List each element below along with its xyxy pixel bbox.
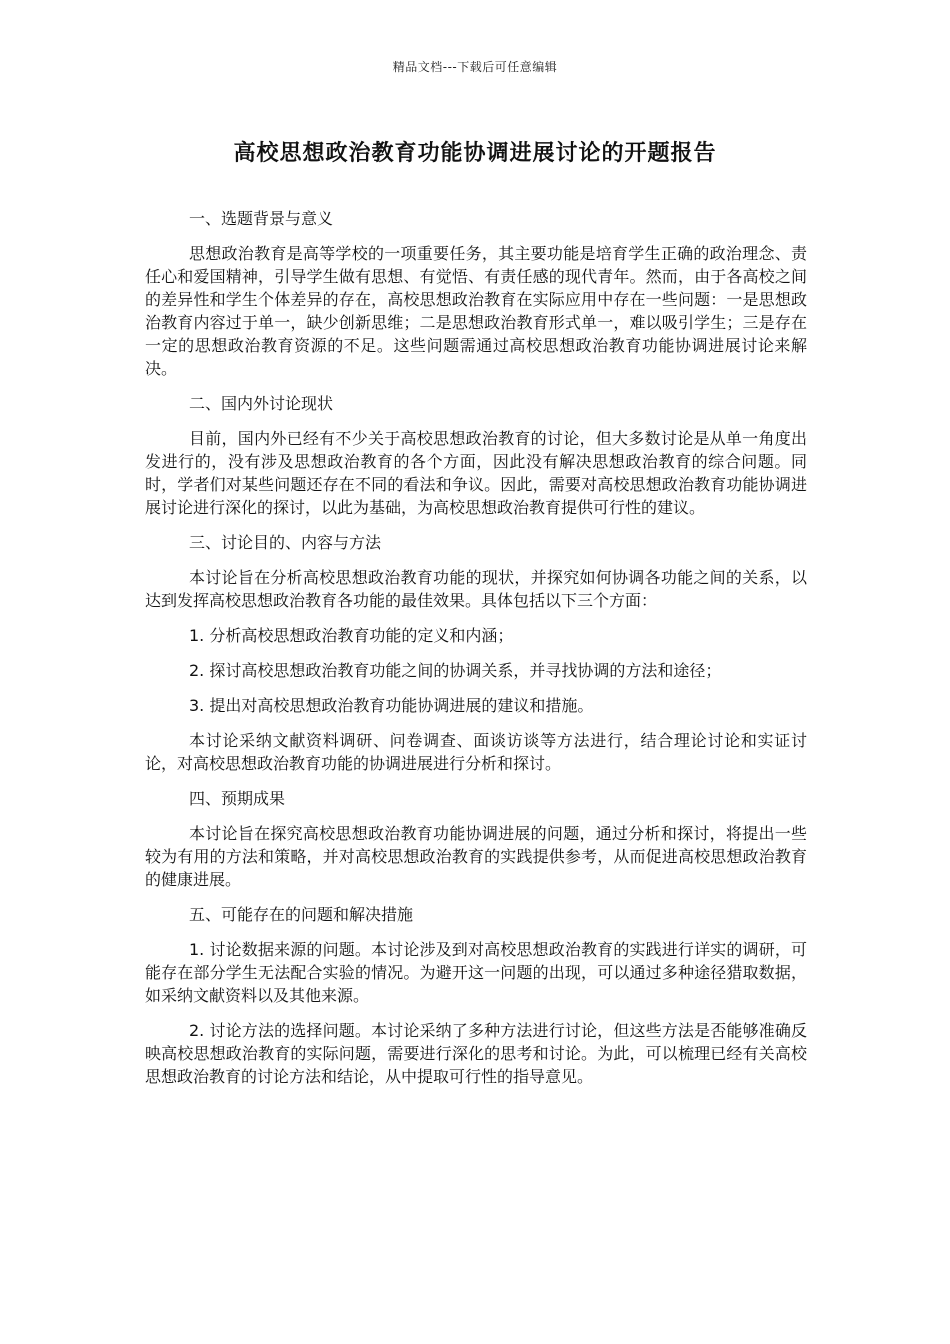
section-3-list-item-3: 3. 提出对高校思想政治教育功能协调进展的建议和措施。 <box>189 696 594 715</box>
section-4-paragraph-1: 本讨论旨在探究高校思想政治教育功能协调进展的问题，通过分析和探讨，将提出一些较为有用的方法和策略，并对高校思想政治教育的实践提供参考，从而促进高校思想政治教育的健康进展。 <box>145 824 807 889</box>
section-heading-1: 一、选题背景与意义 <box>189 209 334 228</box>
section-5-paragraph-1: 1. 讨论数据来源的问题。本讨论涉及到对高校思想政治教育的实践进行详实的调研，可能存在部分学生无法配合实验的情况。为避开这一问题的出现，可以通过多种途径猎取数据，如采纳文献资料以及其他来源。 <box>145 940 807 1005</box>
section-1-paragraph-1: 思想政治教育是高等学校的一项重要任务，其主要功能是培育学生正确的政治理念、责任心和爱国精神，引导学生做有思想、有觉悟、有责任感的现代青年。然而，由于各高校之间的差异性和学生个体差异的存在，高校思想政治教育在实际应用中存在一些问题：一是思想政治教育内容过于单一，缺少创新思维；二是思想政治教育形式单一，难以吸引学生；三是存在一定的思想政治教育资源的不足。这些问题需通过高校思想政治教育功能协调进展讨论来解决。 <box>145 244 807 378</box>
document-title: 高校思想政治教育功能协调进展讨论的开题报告 <box>233 141 717 166</box>
section-3-list-item-2: 2. 探讨高校思想政治教育功能之间的协调关系，并寻找协调的方法和途径； <box>189 661 722 680</box>
section-3-paragraph-2: 本讨论采纳文献资料调研、问卷调查、面谈访谈等方法进行，结合理论讨论和实证讨论，对高校思想政治教育功能的协调进展进行分析和探讨。 <box>145 731 807 773</box>
section-heading-3: 三、讨论目的、内容与方法 <box>189 533 382 552</box>
section-3-list-item-1: 1. 分析高校思想政治教育功能的定义和内涵； <box>189 626 514 645</box>
document-body <box>145 207 807 1100</box>
section-3-paragraph-1: 本讨论旨在分析高校思想政治教育功能的现状，并探究如何协调各功能之间的关系，以达到发挥高校思想政治教育各功能的最佳效果。具体包括以下三个方面： <box>145 568 807 610</box>
section-2-paragraph-1: 目前，国内外已经有不少关于高校思想政治教育的讨论，但大多数讨论是从单一角度出发进行的，没有涉及思想政治教育的各个方面，因此没有解决思想政治教育的综合问题。同时，学者们对某些问题还存在不同的看法和争议。因此，需要对高校思想政治教育功能协调进展讨论进行深化的探讨，以此为基础，为高校思想政治教育提供可行性的建议。 <box>145 429 807 517</box>
section-heading-4: 四、预期成果 <box>189 789 286 808</box>
section-heading-2: 二、国内外讨论现状 <box>189 394 334 413</box>
section-heading-5: 五、可能存在的问题和解决措施 <box>189 905 414 924</box>
section-5-paragraph-2: 2. 讨论方法的选择问题。本讨论采纳了多种方法进行讨论，但这些方法是否能够准确反映高校思想政治教育的实际问题，需要进行深化的思考和讨论。为此，可以梳理已经有关高校思想政治教育的讨论方法和结论，从中提取可行性的指导意见。 <box>145 1021 807 1086</box>
header-note: 精品文档---下载后可任意编辑 <box>392 60 558 74</box>
